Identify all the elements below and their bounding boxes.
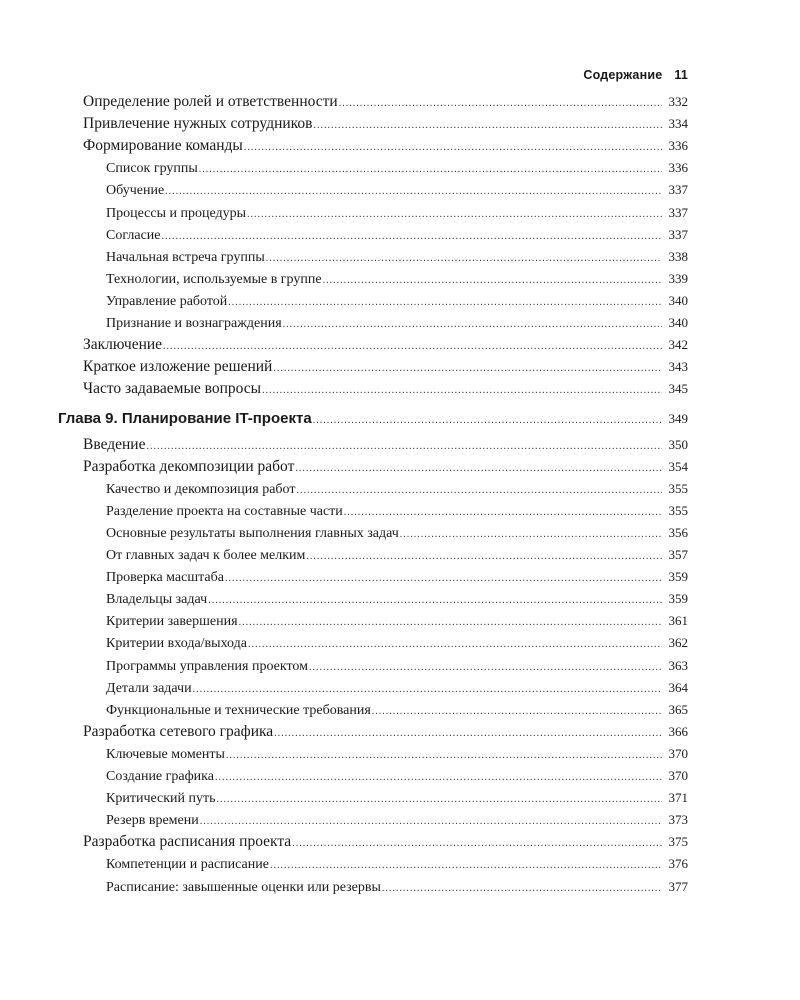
toc-entry-title: Создание графика	[106, 769, 214, 784]
toc-entry-title: Основные результаты выполнения главных задач	[106, 525, 399, 541]
toc-entry	[106, 313, 688, 333]
toc-entry	[106, 678, 688, 698]
toc-entry	[106, 523, 688, 543]
toc-entry-page: 349	[668, 411, 688, 427]
toc-entry-page: 337	[668, 226, 688, 242]
header-page-number: 11	[674, 68, 688, 82]
toc-entry	[106, 225, 688, 245]
toc-entry-title: Компетенции и расписание	[106, 857, 269, 873]
dot-leader	[344, 503, 662, 523]
toc-entry-title: Ключевые моменты	[106, 746, 225, 762]
toc-entry-title: Разделение проекта на составные части	[106, 503, 343, 519]
toc-entry-title: Часто задаваемые вопросы	[83, 380, 262, 398]
toc-entry-page: 343	[668, 359, 688, 375]
toc-entry	[106, 633, 688, 653]
toc-entry-title: Формирование команды	[83, 137, 243, 155]
toc-entry-page: 356	[668, 524, 688, 540]
toc-entry-page: 359	[668, 569, 688, 585]
dot-leader	[323, 271, 662, 291]
toc-entry-title: Обучение	[106, 183, 165, 199]
toc-entry	[106, 700, 688, 720]
running-head	[583, 68, 688, 82]
toc-entry	[83, 357, 688, 377]
toc-entry-page: 377	[668, 878, 688, 894]
dot-leader	[400, 525, 662, 545]
dot-leader	[165, 182, 662, 202]
toc-entry	[106, 854, 688, 874]
toc-entry-title: Резерв времени	[106, 813, 199, 829]
dot-leader	[313, 411, 662, 431]
dot-leader	[162, 227, 663, 247]
toc-entry-title: Проверка масштаба	[106, 570, 224, 586]
toc-entry-title: Список группы	[106, 161, 198, 177]
toc-entry-title: Начальная встреча группы	[106, 249, 265, 265]
toc-entry	[106, 589, 688, 609]
toc-entry	[106, 877, 688, 897]
toc-entry-page: 354	[668, 458, 688, 474]
toc-entry	[83, 136, 688, 156]
dot-leader	[226, 746, 662, 766]
dot-leader	[309, 658, 662, 678]
toc-entry-title: Программы управления проектом	[106, 658, 308, 674]
toc-entry-title: Привлечение нужных сотрудников	[83, 115, 313, 133]
toc-entry-title: От главных задач к более мелким	[106, 548, 306, 563]
toc-entry-page: 339	[668, 270, 688, 286]
toc-entry-title: Критерии завершения	[106, 614, 238, 630]
toc-entry	[83, 435, 688, 455]
toc-entry	[106, 247, 688, 267]
toc-entry	[106, 479, 688, 499]
toc-entry	[106, 810, 688, 830]
toc-entry	[106, 203, 688, 223]
dot-leader	[217, 790, 662, 810]
toc-entry-title: Критерии входа/выхода	[106, 636, 247, 652]
toc-entry	[106, 611, 688, 631]
dot-leader	[270, 856, 662, 876]
dot-leader	[295, 459, 662, 479]
dot-leader	[146, 437, 662, 457]
toc-entry-page: 366	[668, 723, 688, 739]
toc-entry-page: 375	[668, 834, 688, 850]
dot-leader	[248, 635, 662, 655]
toc-entry	[106, 788, 688, 808]
toc-entry-page: 359	[668, 591, 688, 607]
toc-entry-title: Критический путь	[106, 791, 216, 807]
dot-leader	[273, 359, 662, 379]
dot-leader	[313, 116, 662, 136]
toc-entry	[83, 832, 688, 852]
toc-entry-page: 337	[668, 204, 688, 220]
toc-entry-page: 370	[668, 745, 688, 761]
toc-entry-page: 332	[668, 94, 688, 109]
toc-entry-page: 357	[668, 547, 688, 562]
dot-leader	[244, 138, 662, 158]
toc-entry-title: Качество и декомпозиция работ	[106, 481, 296, 497]
toc-entry-title: Глава 9. Планирование IT-проекта	[58, 410, 312, 428]
toc-entry-title: Технологии, используемые в группе	[106, 271, 322, 287]
dot-leader	[199, 160, 662, 180]
toc-entry-page: 355	[668, 502, 688, 518]
toc-entry-title: Разработка расписания проекта	[83, 833, 292, 851]
toc-entry-title: Процессы и процедуры	[106, 205, 247, 221]
toc-entry-title: Введение	[83, 435, 146, 453]
dot-leader	[382, 879, 662, 899]
toc-entry-page: 350	[668, 436, 688, 452]
dot-leader	[372, 702, 662, 722]
toc-entry	[83, 335, 688, 355]
toc-entry	[106, 269, 688, 289]
toc-entry	[83, 114, 688, 134]
toc-entry	[106, 744, 688, 764]
toc-entry	[83, 379, 688, 399]
dot-leader	[306, 547, 662, 567]
toc-entry-page: 362	[668, 635, 688, 651]
toc-entry-title: Детали задачи	[106, 680, 192, 696]
toc-entry	[106, 766, 688, 786]
dot-leader	[339, 94, 662, 114]
dot-leader	[163, 337, 662, 357]
toc-entry-page: 370	[668, 768, 688, 783]
toc-entry-title: Управление работой	[106, 293, 228, 309]
toc-entry-page: 345	[668, 381, 688, 397]
toc-entry	[83, 457, 688, 477]
toc-entry-page: 364	[668, 679, 688, 695]
dot-leader	[225, 569, 662, 589]
toc-entry-title: Владельцы задач	[106, 592, 208, 608]
dot-leader	[292, 834, 662, 854]
dot-leader	[296, 481, 662, 501]
toc-entry-page: 336	[668, 160, 688, 176]
toc-entry-page: 337	[668, 182, 688, 198]
dot-leader	[262, 381, 662, 401]
toc-entry	[106, 545, 688, 565]
toc-entry-page: 373	[668, 812, 688, 828]
toc-entry-page: 342	[668, 337, 688, 353]
toc-entry-title: Разработка сетевого графика	[83, 722, 274, 740]
section-title: Содержание	[583, 68, 663, 82]
toc-entry-title: Функциональные и технические требования	[106, 702, 371, 718]
dot-leader	[228, 293, 662, 313]
dot-leader	[239, 613, 662, 633]
toc-entry	[106, 656, 688, 676]
toc-entry-page: 334	[668, 116, 688, 132]
toc-chapter	[58, 409, 688, 429]
toc-entry	[106, 180, 688, 200]
dot-leader	[193, 680, 662, 700]
toc-entry-page: 338	[668, 248, 688, 264]
toc-entry-page: 365	[668, 701, 688, 717]
toc-entry	[106, 501, 688, 521]
toc-entry	[106, 291, 688, 311]
toc-entry-title: Согласие	[106, 227, 161, 243]
toc-entry	[106, 158, 688, 178]
toc-entry-title: Краткое изложение решений	[83, 358, 273, 376]
toc-entry-page: 340	[668, 292, 688, 308]
toc-entry-title: Признание и вознаграждения	[106, 316, 282, 331]
toc-entry-title: Заключение	[83, 336, 163, 354]
toc-entry	[83, 722, 688, 742]
dot-leader	[247, 205, 662, 225]
dot-leader	[283, 315, 662, 335]
toc-entry-title: Разработка декомпозиции работ	[83, 457, 295, 475]
toc-entry-title: Расписание: завышенные оценки или резервы	[106, 879, 381, 895]
toc-entry-page: 376	[668, 856, 688, 872]
dot-leader	[208, 591, 662, 611]
toc-entry	[83, 92, 688, 112]
dot-leader	[274, 724, 662, 744]
dot-leader	[215, 768, 662, 788]
toc-entry	[106, 567, 688, 587]
toc-entry-page: 340	[668, 315, 688, 330]
toc-entry-page: 355	[668, 480, 688, 496]
dot-leader	[200, 812, 662, 832]
toc-entry-page: 361	[668, 613, 688, 629]
toc-entry-title: Определение ролей и ответственности	[83, 93, 338, 110]
toc-entry-page: 363	[668, 657, 688, 673]
dot-leader	[266, 249, 662, 269]
toc-entry-page: 371	[668, 790, 688, 806]
toc-entry-page: 336	[668, 138, 688, 154]
